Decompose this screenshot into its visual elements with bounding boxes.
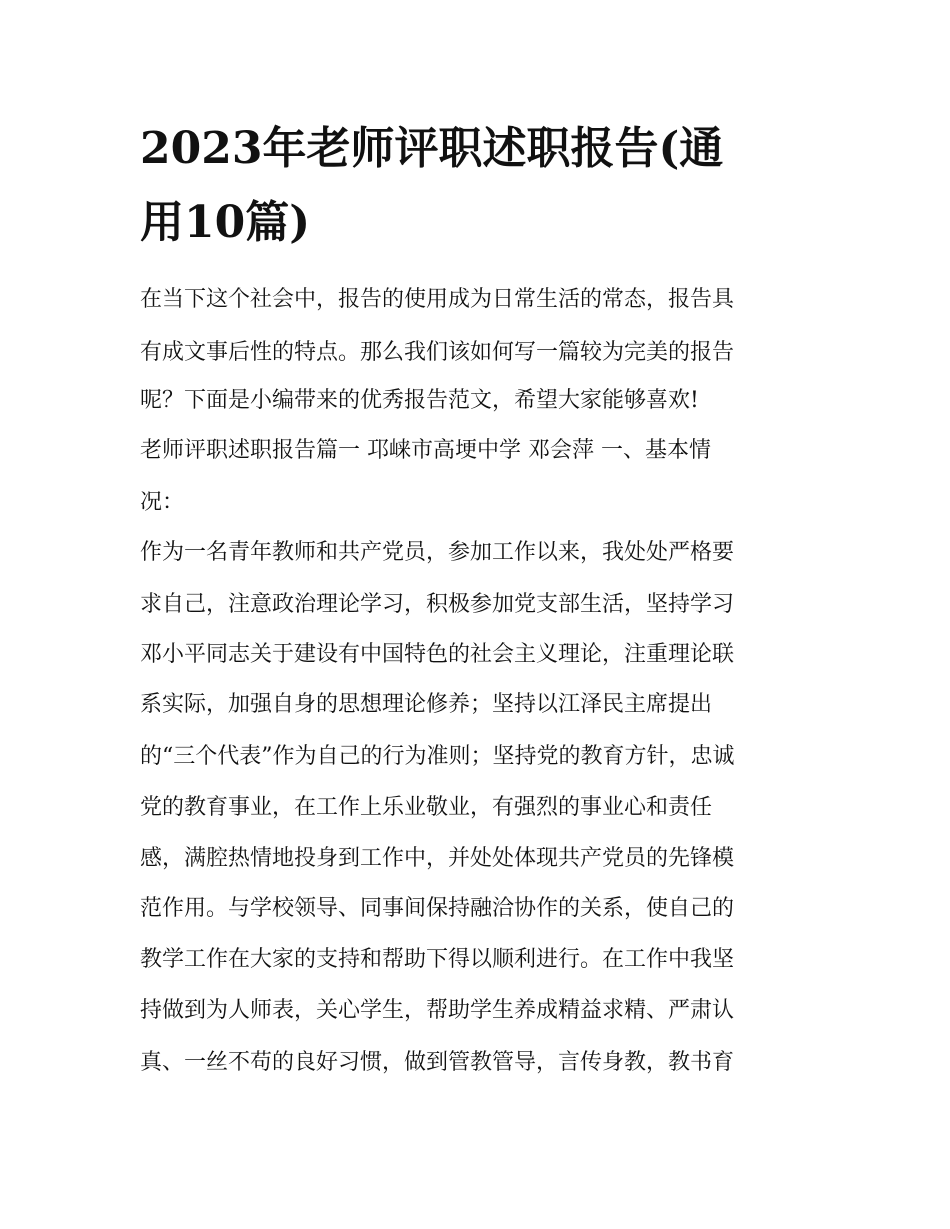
body-line: 真、一丝不苟的良好习惯，做到管教管导，言传身教，教书育	[140, 1050, 735, 1075]
body-line: 作为一名青年教师和共产党员，参加工作以来，我处处严格要	[140, 540, 735, 565]
body-line: 感，满腔热情地投身到工作中，并处处体现共产党员的先锋模	[140, 846, 735, 871]
body-line: 呢？下面是小编带来的优秀报告范文，希望大家能够喜欢!	[140, 388, 699, 413]
body-line: 老师评职述职报告篇一 邛崃市高埂中学 邓会萍 一、基本情	[140, 438, 711, 463]
body-line: 况：	[140, 490, 185, 515]
document-title	[140, 112, 820, 260]
body-line: 范作用。与学校领导、同事间保持融洽协作的关系，使自己的	[140, 896, 735, 921]
title-line-1: 2023年老师评职述职报告(通	[140, 123, 724, 174]
body-line: 持做到为人师表，关心学生，帮助学生养成精益求精、严肃认	[140, 998, 735, 1023]
body-line: 的“三个代表”作为自己的行为准则；坚持党的教育方针，忠诚	[140, 744, 735, 769]
title-line-2: 用10篇)	[140, 197, 311, 248]
body-line: 求自己，注意政治理论学习，积极参加党支部生活，坚持学习	[140, 592, 735, 617]
body-line: 在当下这个社会中，报告的使用成为日常生活的常态，报告具	[140, 287, 735, 312]
body-line: 党的教育事业，在工作上乐业敬业，有强烈的事业心和责任	[140, 795, 713, 820]
body-line: 教学工作在大家的支持和帮助下得以顺利进行。在工作中我坚	[140, 947, 735, 972]
body-line: 有成文事后性的特点。那么我们该如何写一篇较为完美的报告	[140, 340, 735, 365]
body-line: 邓小平同志关于建设有中国特色的社会主义理论，注重理论联	[140, 642, 735, 667]
body-line: 系实际，加强自身的思想理论修养；坚持以江泽民主席提出	[140, 692, 713, 717]
